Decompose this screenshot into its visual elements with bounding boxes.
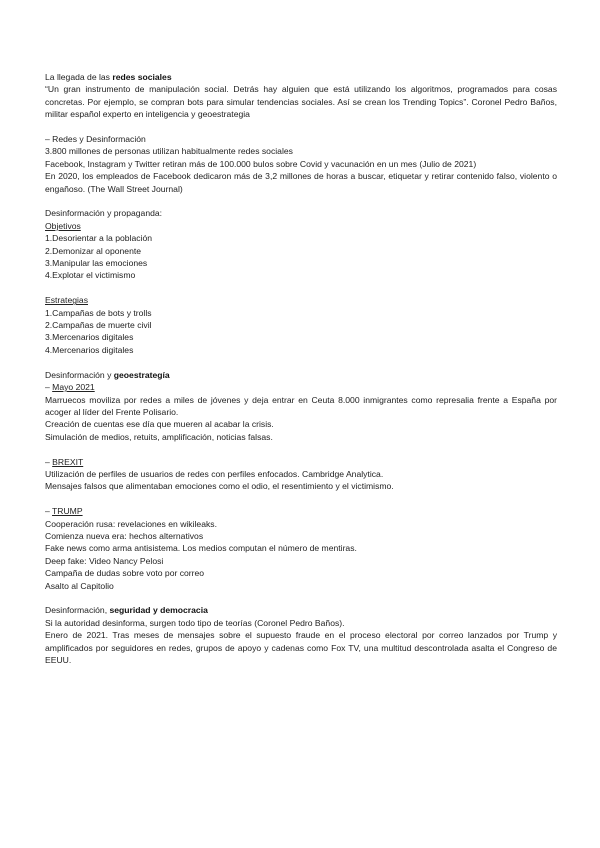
subheading-brexit [45, 456, 557, 468]
subheading-text: Objetivos [45, 220, 81, 231]
title-bold: redes sociales [112, 72, 172, 82]
list-item: 2.Campañas de muerte civil [45, 320, 152, 331]
text-line: Deep fake: Video Nancy Pelosi [45, 555, 164, 566]
dash: – [45, 456, 53, 467]
subheading-estrategias [45, 294, 557, 306]
list-item: 4.Explotar el victimismo [45, 270, 136, 281]
subheading-text: BREXIT [52, 456, 84, 467]
subheading-objetivos [45, 220, 557, 232]
document-body [45, 71, 557, 666]
text-line: Mensajes falsos que alimentaban emociones como el odio, el resentimiento y el victimismo. [45, 481, 394, 492]
subheading-text: TRUMP [52, 506, 83, 517]
subheading-trump [45, 505, 557, 517]
text-line: Fake news como arma antisistema. Los medios computan el número de mentiras. [45, 543, 357, 554]
subheading-text: Estrategias [45, 295, 88, 306]
section-title-propaganda: Desinformación y propaganda: [45, 208, 163, 219]
title-bold: geoestrategía [113, 369, 170, 380]
list-item: 1.Campañas de bots y trolls [45, 307, 152, 318]
title-text: Desinformación, [45, 605, 110, 616]
list-item: 3.Manipular las emociones [45, 258, 148, 269]
section-title-redes-sociales [45, 71, 557, 83]
text-paragraph: Marruecos moviliza por redes a miles de jóvenes y deja entrar en Ceuta 8.000 inmigrantes como represalia frente a España por acoger al líder del Frente Polisario. [45, 394, 557, 417]
dash: – [45, 382, 53, 393]
quote-paragraph: “Un gran instrumento de manipulación social. Detrás hay alguien que está utilizando los algoritmos, programados para cosas concretas. Por ejemplo, se compran bots para simular tendencias sociales. Así se crean los Trending Topics”. Coronel Pedro Baños, militar español experto en inteligencia y geoestrategia [45, 84, 557, 120]
dash: – [45, 506, 53, 517]
text-paragraph: Enero de 2021. Tras meses de mensajes sobre el supuesto fraude en el proceso electoral por correo lanzados por Trump y amplificados por seguidores en redes, grupos de apoyo y cadenas como Fox TV, una multitud descontrolada asalta el Congreso de EEUU. [45, 630, 557, 665]
text-paragraph: En 2020, los empleados de Facebook dedicaron más de 3,2 millones de horas a buscar, etiquetar y retirar contenido falso, violento o engañoso. (The Wall Street Journal) [45, 171, 557, 194]
subheading-text: Mayo 2021 [52, 382, 95, 393]
title-text: La llegada de las [45, 72, 113, 82]
text-line: Si la autoridad desinforma, surgen todo tipo de teorías (Coronel Pedro Baños). [45, 617, 345, 628]
list-item: 3.Mercenarios digitales [45, 332, 134, 343]
text-line: Asalto al Capitolio [45, 580, 114, 591]
section-title-geoestrategia [45, 369, 557, 381]
title-text: Desinformación y [45, 369, 114, 380]
text-line: Cooperación rusa: revelaciones en wikileaks. [45, 518, 217, 529]
text-line: Facebook, Instagram y Twitter retiran más de 100.000 bulos sobre Covid y vacunación en un mes (Julio de 2021) [45, 158, 477, 169]
section-title-redes-desinformacion: – Redes y Desinformación [45, 134, 146, 145]
text-line: 3.800 millones de personas utilizan habitualmente redes sociales [45, 146, 293, 157]
list-item: 1.Desorientar a la población [45, 233, 153, 244]
section-title-seguridad [45, 604, 557, 616]
title-bold: seguridad y democracia [109, 605, 208, 616]
subheading-mayo-2021 [45, 381, 557, 393]
text-line: Comienza nueva era: hechos alternativos [45, 530, 204, 541]
text-line: Utilización de perfiles de usuarios de redes con perfiles enfocados. Cambridge Analytica. [45, 468, 384, 479]
text-line: Simulación de medios, retuits, amplificación, noticias falsas. [45, 431, 273, 442]
list-item: 4.Mercenarios digitales [45, 344, 134, 355]
text-line: Creación de cuentas ese día que mueren al acabar la crisis. [45, 419, 274, 430]
text-line: Campaña de dudas sobre voto por correo [45, 568, 205, 579]
list-item: 2.Demonizar al oponente [45, 245, 142, 256]
